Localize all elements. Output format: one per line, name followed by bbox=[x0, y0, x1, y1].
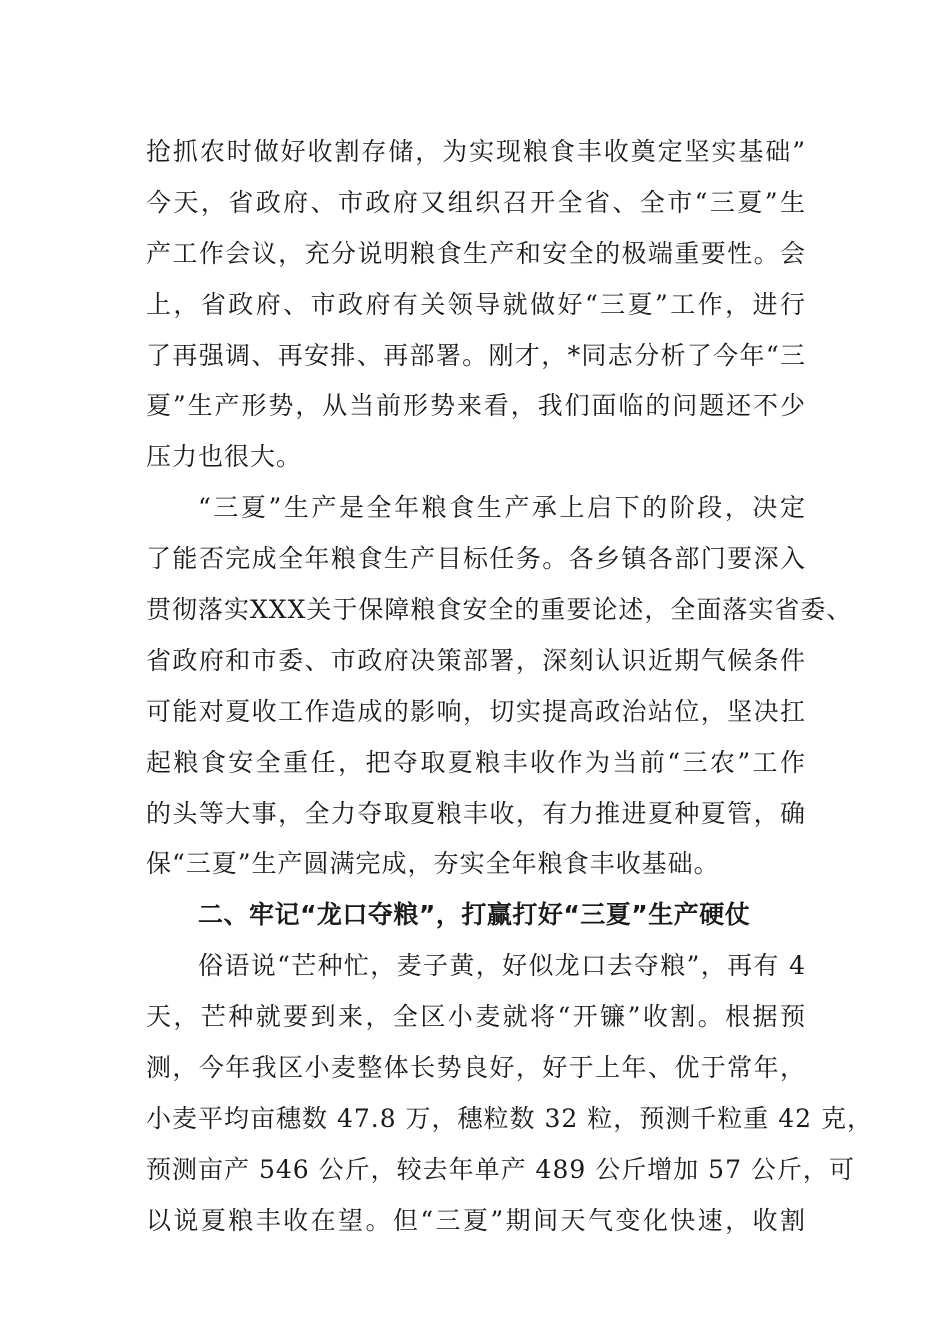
paragraph-line: 夏”生产形势，从当前形势来看，我们面临的问题还不少 bbox=[146, 391, 806, 421]
paragraph-line: 了能否完成全年粮食生产目标任务。各乡镇各部门要深入 bbox=[146, 544, 806, 574]
paragraph-line: “三夏”生产是全年粮食生产承上启下的阶段，决定 bbox=[198, 493, 806, 523]
section-heading: 二、牢记“龙口夺粮”，打赢打好“三夏”生产硬仗 bbox=[198, 900, 751, 930]
paragraph-line: 的头等大事，全力夺取夏粮丰收，有力推进夏种夏管，确 bbox=[146, 798, 806, 828]
paragraph-line: 可能对夏收工作造成的影响，切实提高政治站位，坚决扛 bbox=[146, 696, 806, 726]
paragraph-line: 测，今年我区小麦整体长势良好，好于上年、优于常年， bbox=[146, 1053, 806, 1083]
paragraph-line: 保“三夏”生产圆满完成，夯实全年粮食丰收基础。 bbox=[146, 849, 720, 879]
paragraph-line: 产工作会议，充分说明粮食生产和安全的极端重要性。会 bbox=[146, 238, 806, 268]
paragraph-line: 小麦平均亩穗数 47.8 万，穗粒数 32 粒，预测千粒重 42 克， bbox=[146, 1103, 873, 1133]
paragraph-line: 了再强调、再安排、再部署。刚才，*同志分析了今年“三 bbox=[146, 340, 806, 370]
paragraph-line: 天，芒种就要到来，全区小麦就将“开镰”收割。根据预 bbox=[146, 1002, 806, 1032]
paragraph-line: 今天，省政府、市政府又组织召开全省、全市“三夏”生 bbox=[146, 187, 806, 217]
paragraph-line: 起粮食安全重任，把夺取夏粮丰收作为当前“三农”工作 bbox=[146, 747, 806, 777]
document-body bbox=[146, 127, 873, 1247]
paragraph-line: 抢抓农时做好收割存储，为实现粮食丰收奠定坚实基础” bbox=[146, 137, 806, 166]
paragraph-line: 省政府和市委、市政府决策部署，深刻认识近期气候条件 bbox=[146, 645, 806, 675]
paragraph-line: 压力也很大。 bbox=[146, 442, 303, 472]
paragraph-line: 上，省政府、市政府有关领导就做好“三夏”工作，进行 bbox=[146, 289, 806, 319]
paragraph-line: 预测亩产 546 公斤，较去年单产 489 公斤增加 57 公斤，可 bbox=[146, 1154, 855, 1184]
paragraph-line: 俗语说“芒种忙，麦子黄，好似龙口去夺粮”，再有 4 bbox=[198, 951, 806, 981]
paragraph-line: 贯彻落实XXX关于保障粮食安全的重要论述，全面落实省委、 bbox=[146, 595, 853, 625]
paragraph-line: 以说夏粮丰收在望。但“三夏”期间天气变化快速，收割 bbox=[146, 1205, 806, 1235]
